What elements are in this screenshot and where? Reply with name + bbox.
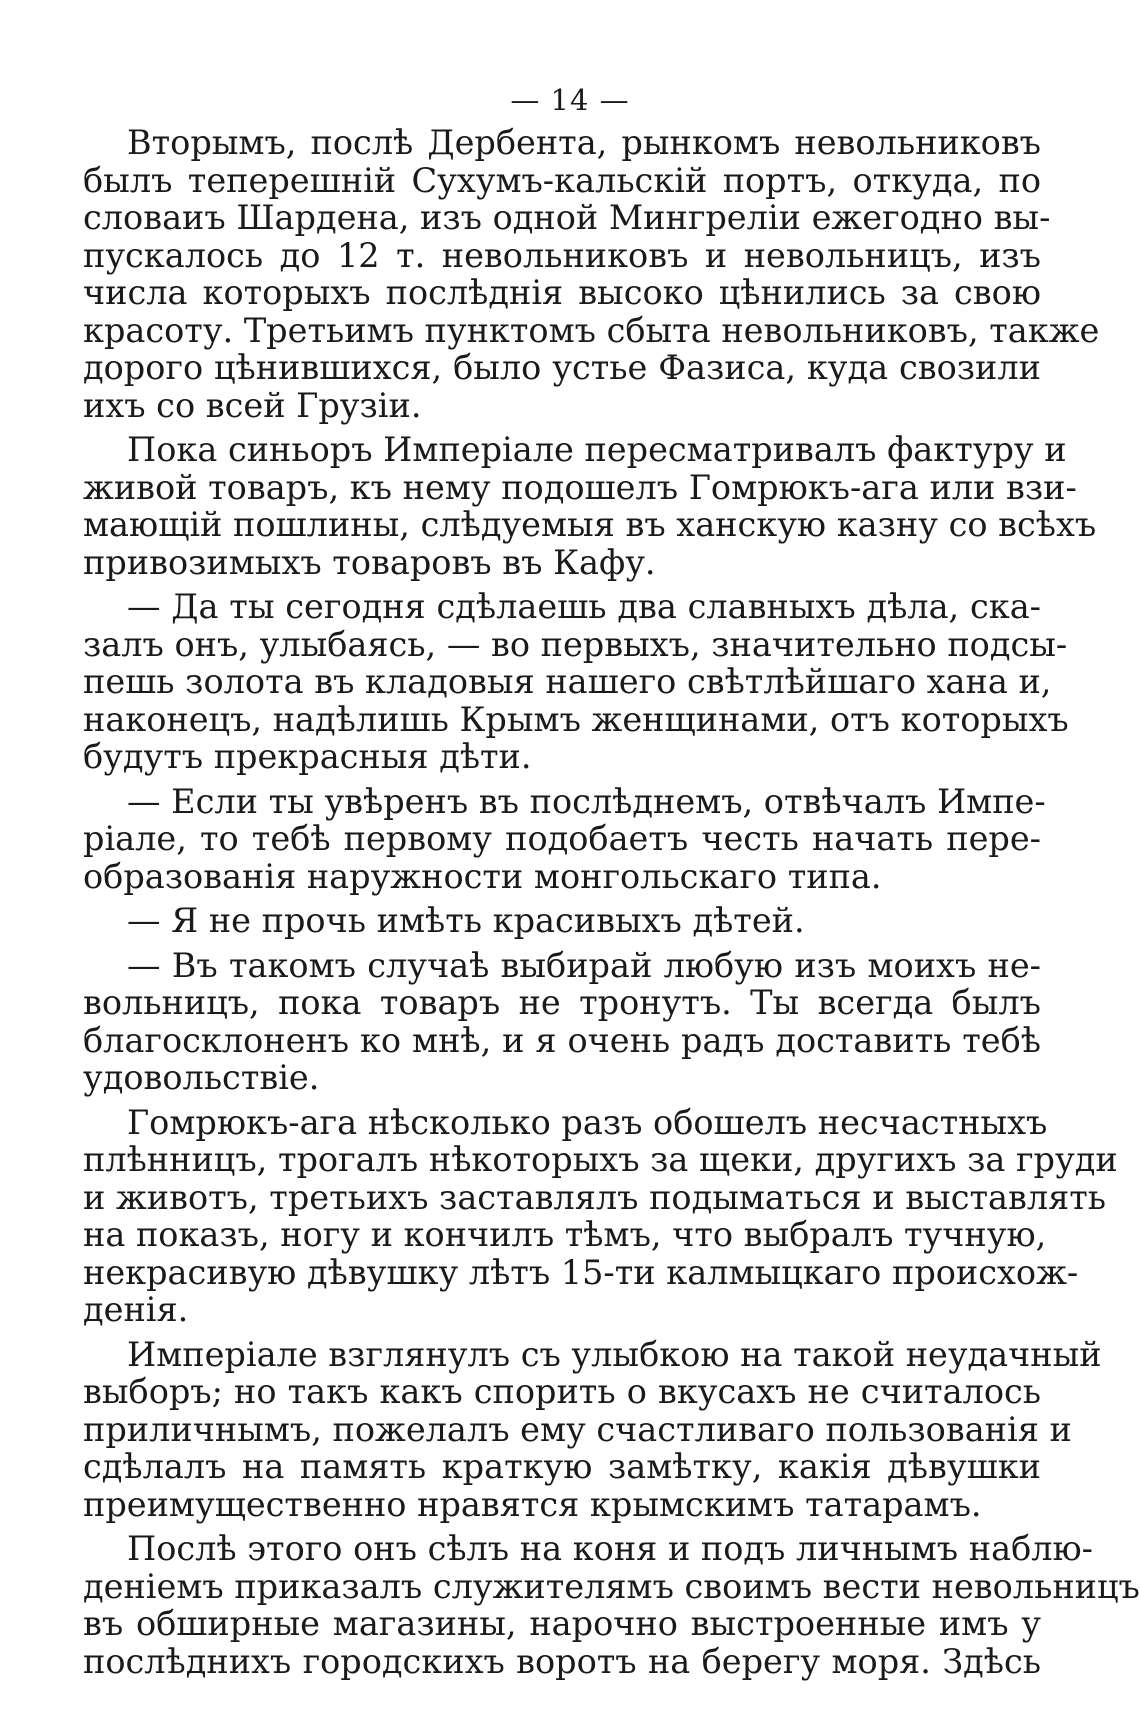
text-line: будутъ прекрасныя дѣти. bbox=[83, 737, 532, 776]
text-line: вольницъ, пока товаръ не тронутъ. Ты всегда былъ bbox=[83, 983, 1041, 1022]
text-line: Вторымъ, послѣ Дербента, рынкомъ невольниковъ bbox=[127, 123, 1041, 162]
paragraph bbox=[83, 123, 1100, 425]
text-line: дорого цѣнившихся, было устье Фазиса, куда свозили bbox=[83, 348, 1041, 387]
text-line: приличнымъ, пожелалъ ему счастливаго пользованія и bbox=[83, 1409, 1072, 1449]
paragraph bbox=[83, 587, 1069, 776]
page-number: — 14 — bbox=[510, 83, 630, 117]
text-line: образованія наружности монгольскаго типа. bbox=[83, 856, 882, 896]
text-line: пускалось до 12 т. невольниковъ и невольницъ, изъ bbox=[83, 235, 1041, 275]
text-line: былъ теперешній Сухумъ-кальскій портъ, откуда, по bbox=[83, 160, 1041, 200]
text-line: деніемъ приказалъ служителямъ своимъ вести невольницъ bbox=[83, 1566, 1140, 1606]
text-line: плѣнницъ, трогалъ нѣкоторыхъ за щеки, другихъ за груди bbox=[83, 1140, 1118, 1179]
text-line: благосклоненъ ко мнѣ, и я очень радъ доставить тебѣ bbox=[83, 1020, 1041, 1060]
text-line: живой товаръ, къ нему подошелъ Гомрюкъ-ага или взи- bbox=[83, 467, 1077, 507]
text-line: удовольствіе. bbox=[83, 1058, 320, 1097]
text-line: мающій пошлины, слѣдуемыя въ ханскую казну со всѣхъ bbox=[83, 505, 1097, 544]
text-line: — Да ты сегодня сдѣлаешь два славныхъ дѣла, ска- bbox=[127, 587, 1041, 626]
text-line: пешь золота въ кладовыя нашего свѣтлѣйшаго хана и, bbox=[83, 662, 1052, 701]
text-line: красоту. Третьимъ пунктомъ сбыта невольниковъ, также bbox=[83, 310, 1100, 350]
paragraph bbox=[83, 1102, 1118, 1329]
text-body bbox=[83, 123, 1140, 1681]
text-line: залъ онъ, улыбаясь, — во первыхъ, значительно подсы- bbox=[83, 624, 1068, 664]
text-line: денія. bbox=[83, 1290, 189, 1329]
paragraph bbox=[83, 1334, 1102, 1524]
text-line: ріале, то тебѣ первому подобаетъ честь начать пере- bbox=[83, 819, 1041, 858]
text-line: Пока синьоръ Имперіале пересматривалъ фактуру и bbox=[127, 430, 1067, 469]
text-line: наконецъ, надѣлишь Крымъ женщинами, отъ которыхъ bbox=[83, 699, 1069, 739]
text-line: преимущественно нравятся крымскимъ татарамъ. bbox=[83, 1484, 982, 1524]
text-line: Имперіале взглянулъ съ улыбкою на такой неудачный bbox=[127, 1334, 1102, 1374]
paragraph bbox=[83, 1529, 1140, 1681]
paragraph bbox=[83, 430, 1097, 582]
text-line: Послѣ этого онъ сѣлъ на коня и подъ личнымъ наблю- bbox=[127, 1529, 1094, 1568]
paragraph bbox=[83, 947, 1041, 1097]
paragraph bbox=[83, 781, 1046, 896]
text-line: привозимыхъ товаровъ въ Кафу. bbox=[83, 542, 656, 582]
text-line: послѣднихъ городскихъ воротъ на берегу моря. Здѣсь bbox=[83, 1641, 1041, 1681]
text-line: словаиъ Шардена, изъ одной Мингреліи ежегодно вы- bbox=[83, 198, 1051, 237]
text-line: числа которыхъ послѣднія высоко цѣнились за свою bbox=[83, 273, 1041, 312]
text-line: — Въ такомъ случаѣ выбирай любую изъ моихъ не- bbox=[127, 945, 1041, 985]
text-line: — Я не прочь имѣть красивыхъ дѣтей. bbox=[127, 901, 805, 940]
text-line: выборъ; но такъ какъ спорить о вкусахъ не считалось bbox=[83, 1372, 1041, 1411]
text-line: на показъ, ногу и кончилъ тѣмъ, что выбралъ тучную, bbox=[83, 1215, 1047, 1254]
text-line: и животъ, третьихъ заставлялъ подыматься и выставлять bbox=[83, 1177, 1107, 1217]
text-line: ихъ со всей Грузіи. bbox=[83, 385, 422, 425]
text-line: въ обширные магазины, нарочно выстроенные имъ у bbox=[83, 1604, 1041, 1643]
text-line: — Если ты увѣренъ въ послѣднемъ, отвѣчалъ Импе- bbox=[127, 781, 1046, 821]
text-line: некрасивую дѣвушку лѣтъ 15-ти калмыцкаго происхож- bbox=[83, 1252, 1079, 1292]
text-line: Гомрюкъ-ага нѣсколько разъ обошелъ несчастныхъ bbox=[127, 1102, 1048, 1142]
paragraph bbox=[83, 902, 1041, 940]
text-line: сдѣлалъ на память краткую замѣтку, какія дѣвушки bbox=[83, 1447, 1041, 1486]
